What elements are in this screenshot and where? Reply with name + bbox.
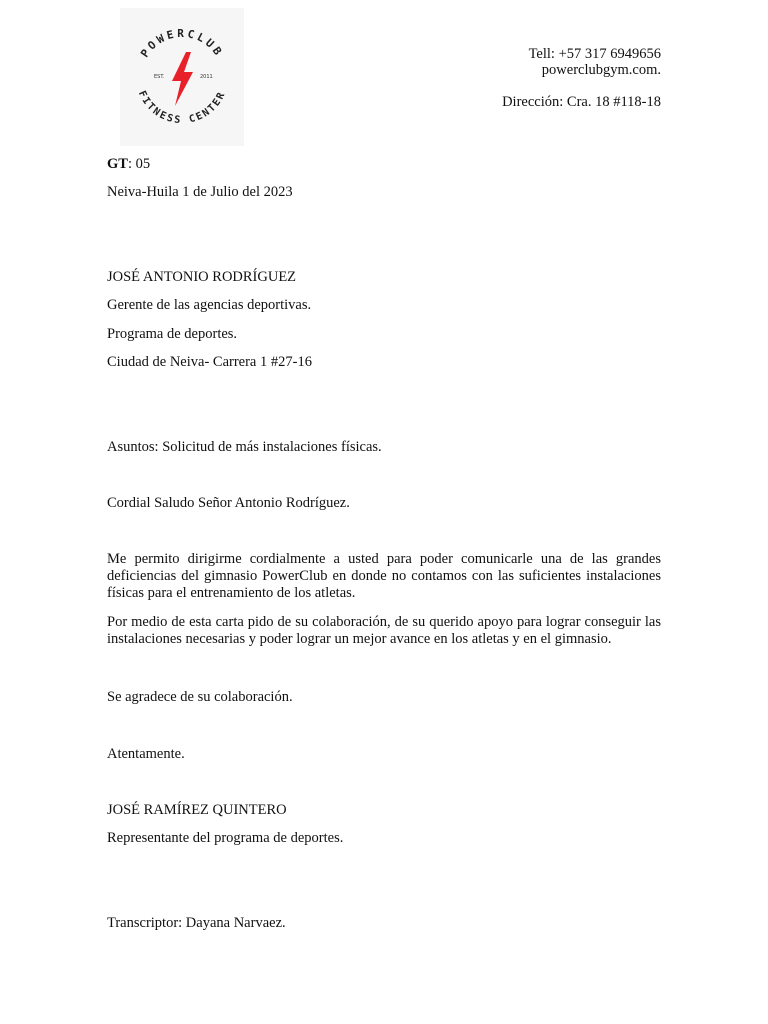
- closing-line: Atentamente.: [107, 746, 185, 762]
- gt-line: [107, 156, 150, 173]
- recipient-name: JOSÉ ANTONIO RODRÍGUEZ: [107, 269, 297, 285]
- powerclub-logo: [120, 8, 244, 146]
- recipient-program: Programa de deportes.: [107, 326, 238, 342]
- recipient-address: Ciudad de Neiva- Carrera 1 #27-16: [107, 354, 312, 370]
- signature-name: JOSÉ RAMÍREZ QUINTERO: [107, 802, 287, 818]
- logo-est-label: EST.: [154, 74, 165, 80]
- contact-phone: Tell: +57 317 6949656: [528, 46, 661, 62]
- body-paragraph-2: Por medio de esta carta pido de su colaboración, de su querido apoyo para lograr conseguir las instalaciones necesarias y poder lograr un mejor avance en los atletas y en el gimnasio.: [107, 614, 661, 647]
- gt-value: : 05: [127, 156, 151, 172]
- contact-address: Dirección: Cra. 18 #118-18: [502, 94, 661, 110]
- transcriber-line: Transcriptor: Dayana Narvaez.: [107, 915, 286, 931]
- place-date: Neiva-Huila 1 de Julio del 2023: [107, 184, 293, 200]
- logo-year-label: 2011: [200, 74, 213, 80]
- body-paragraph-1: Me permito dirigirme cordialmente a usted para poder comunicarle una de las grandes deficiencias del gimnasio PowerClub en donde no contamos con las suficientes instalaciones físicas para el entrenamiento de los atletas.: [107, 551, 661, 601]
- gt-label: GT: [107, 156, 128, 172]
- recipient-title: Gerente de las agencias deportivas.: [107, 297, 312, 313]
- contact-block: [502, 46, 661, 110]
- logo-top-text: POWERCLUB: [138, 27, 226, 60]
- contact-website: powerclubgym.com.: [541, 62, 661, 78]
- thanks-line: Se agradece de su colaboración.: [107, 689, 293, 705]
- subject-line: Asuntos: Solicitud de más instalaciones físicas.: [107, 439, 382, 455]
- signature-role: Representante del programa de deportes.: [107, 830, 344, 846]
- greeting-line: Cordial Saludo Señor Antonio Rodríguez.: [107, 495, 350, 511]
- logo-bottom-text: FITNESS CENTER: [135, 89, 229, 127]
